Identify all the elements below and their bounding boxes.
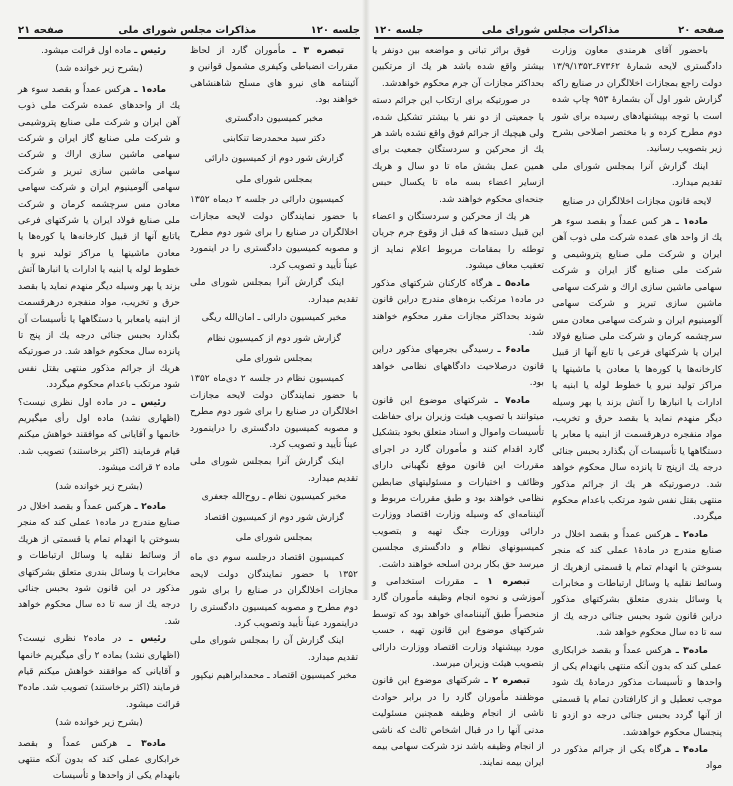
centered-heading [190,510,358,526]
paragraph-lead: تبصره ۲ ـ [484,675,531,687]
centered-heading [190,489,358,505]
paragraph-lead: رئیس ـ [134,45,166,56]
paragraph-lead: ماده۶ ـ [497,344,531,356]
paragraph-lead: ماده۱ ـ [134,83,167,95]
paragraph-text: (بشرح زیر خوانده شد) [55,480,143,492]
paragraph-text: هرکس عمداً و بقصد اخلال در صنایع مندرج در مادۀ۱ عملی کند که منجر بسوختن یا انهدام تمام یا قسمتی ازهریك از وسائط نقلیه یا وسائل ارتباطات و مخابرات یا وسائل بندری متعلق بشرکتهای مذکور دراین قانون شود بحبس جنائی درجه یك از سه تا ده سال محکوم خواهد شد. [552,528,722,639]
paragraph [552,43,722,158]
centered-heading [190,131,358,147]
page-number: صفحه ۲۰ [678,25,724,36]
paragraph [190,371,358,453]
paragraph-text: بمجلس شورای ملی [235,173,313,185]
publication-title: مذاکرات مجلس شورای ملی [118,25,257,36]
paragraph [552,643,722,741]
paragraph-lead: ماده۵ ـ [497,277,531,289]
right-page [366,0,733,772]
paragraph-text: مخبر کمیسیون دادگستری [225,112,323,124]
paragraph-text: در ماده۲ نظری نیست؟ (اظهاری نشد) بماده ۲ رأی میگیریم خانمها و آقایانی که موافقند خواهش میکنم قیام فرمایند (اکثر برخاستند) تصویب شد. ماده۳ قرائت میشود. [18,633,180,710]
paragraph-text: هرکس عمداً و بقصد اخلال در صنایع مندرج در ماده۱ عملی کند که منجر بسوختن یا انهدام تمام یا قسمتی از هریك از وسائط نقلیه یا وسائل ارتباطات و مخابرات یا وسائل بندری متعلق بشرکتهای مذکور در این قانون شود بحبس جنائی درجه یك از سه تا ده سال محکوم خواهد شد. [18,500,181,627]
paragraph-text: شرکتهای موضوع این قانون میتوانند با تصویب هیئت وزیران برای حفاظت تأسیسات واموال و اسناد متعلق بخود بتشکیل گارد اقدام کنند و مأموران گارد در اجرای مقررات این قانون موقع نگهبانی دارای وظائف و اختیارات و مسئولیتهای ضابطین نظامی خواهند بود و طبق مقررات مربوط و آئیننامه‌ای که وسیله وزارت اقتصاد ووزارت دارائی ووزارت جنگ تهیه و بتصویب کمیسیونهای نظام و دادگستری مجلسین میرسد حق بکار بردن اسلحه خواهند داشت. [372,394,544,570]
paragraph-text: گزارش شور دوم از کمیسیون دارائی [204,153,344,165]
paragraph-text: کمیسیون اقتصاد درجلسه سوم دی ماه ۱۳۵۲ با حضور نمایندگان دولت لایحه مجازات اخلالگران در صنایع را برای شور دوم مطرح و مصوبه کمیسیون دادگستری را دراینمورد عیناً تأیید وتصویب کرد. [190,552,358,629]
paragraph-text: مخبر کمیسیون اقتصاد ـ محمدابراهیم نیکپور [191,670,357,682]
paragraph-text: بمجلس شورای ملی [235,531,313,543]
paragraph-text: هرکس عمداً و بقصد خرابکاری عملی کند که بدون آنکه منتهی بانهدام یکی از واحدها و تأسیسات مذکور درمادۀ یك شود موجب تعطیل و از کارافتادن تمام یا قسمتی از آنها گردد بحبس جنائی درجه دو ازدو تا پنجسال محکوم خواهدشد. [552,644,722,738]
paragraph-lead: ماده۲ ـ [134,500,167,512]
paragraph-text: هرگاه یکی از جرائم مذکور در مواد [552,744,722,772]
paragraph [18,736,180,785]
paragraph-text: باحضور آقای هرمندی معاون وزارت دادگستری لایحه شمارۀ ۶۷۳۶۲ـ۱۳/۹/۱۳۵۲ دولت راجع بمجازات اخلالگران در صنایع راکه گزارش شور اول آن بشمارۀ ۹۵۳ چاپ شده است با توجه بپیشنهادهای رسیده برای شور دوم مطرح کرده و با مختصر اصلاحی بشرح زیر بتصویب رسانید. [552,45,722,155]
paragraph [18,82,180,394]
centered-heading [190,111,358,127]
paragraph [552,742,722,775]
paragraph-lead: ماده۱ ـ [675,216,708,228]
paragraph [552,159,722,192]
paragraph-text: هر کس عمداً و بقصد سوء هر یك از واحد های عمده شرکت ملی ذوب آهن ایران و شرکت ملی صنایع پتروشیمی و شرکت ملی صنایع گاز ایران و شرکت سهامی ماشین سازی اراك و شرکت سهامی ماشین سازی تبریز و شرکت سهامی آلومینیوم ایران و شرکت سهامی معادن مس سرچشمه کرمان و شرکت ملی صنایع فولاد ایران یا شرکتهای فرعی یا تابع آنها از قبیل کارخانه‌ها یا کوره‌ها یا معادن یا ماشینها یا مراکز تولید نیرو یا خطوط لوله یا ابنیه یا ادارات یا انبارها را آتش بزند یا بهر وسیله دیگر منهدم نماید یا بقصد حرق و تخریب، مواد منفجره درهرقسمت از ابنیه یا معابر یا دستگاهها یا تأسیسات آن بگذارد بحبس جنائی درجه یك ازپنج تا پانزده سال محکوم خواهد شد. درصورتیکه هر یك از جرائم مذکور منتهی بقتل نفس شود مرتکب باعدام محکوم میگردد. [552,216,722,523]
paragraph [372,673,544,771]
centered-heading [190,530,358,546]
paragraph-text: اینک گزارش آنرا بمجلس شورای ملی تقدیم میدارد. [190,277,358,305]
paragraph [190,550,358,632]
paragraph [18,631,180,713]
paragraph-text: اینک گزارش آنرا بمجلس شورای ملی تقدیم میدارد. [190,456,358,484]
centered-heading [552,194,722,210]
centered-heading [190,151,358,167]
page-header [374,18,724,39]
centered-heading [190,668,358,684]
paragraph-lead: رئیس ـ [132,396,167,408]
paragraph-text: (بشرح زیر خوانده شد) [55,63,143,75]
paragraph-text: ماده اول قرائت میشود. [40,45,132,56]
paragraph-text: گزارش شور دوم از کمیسیون اقتصاد [204,511,344,523]
paragraph-text: هر یك از محرکین و سردستگان و اعضاء این قبیل دسته‌ها که قبل از وقوع جرم جریان توطئه را بمقامات مربوط اعلام نماید از تعقیب معاف میشود. [372,211,544,272]
paragraph-lead: ماده۴ ـ [675,744,709,756]
paragraph [372,43,544,92]
paragraph [552,527,722,642]
paragraph [372,93,544,208]
paragraph-text: اینک گزارش آن را بمجلس شورای ملی تقدیم میدارد. [190,635,358,663]
centered-heading [190,172,358,188]
text-column-right [552,43,722,776]
paragraph [372,574,544,672]
paragraph [190,43,358,109]
paragraph-text: (بشرح زیر خوانده شد) [55,717,143,729]
paragraph [18,499,180,630]
paragraph-text: کمیسیون دارائی در جلسه ۲ دیماه ۱۳۵۲ با حضور نمایندگان دولت لایحه مجازات اخلالگران در صنایع را برای شور دوم مطرح و مصوبه کمیسیون دادگستری را در اینمورد عیناً تأیید و تصویب کرد. [190,194,358,271]
paragraph-text: مخبر کمیسیون نظام ـ روح‌الله جعفری [201,491,347,503]
session-number: جلسه ۱۲۰ [374,25,424,36]
text-column-right [190,43,358,689]
paragraph [190,192,358,274]
paragraph [552,214,722,526]
paragraph-lead: ماده۳ ـ [127,737,166,749]
text-column-left [18,43,180,786]
paragraph-lead: ماده۳ ـ [675,644,708,656]
paragraph-text: لایحه قانون مجازات اخلالگران در صنایع [562,195,712,207]
paragraph-text: هرگاه کارکنان شرکتهای مذکور در ماده۱ مرتکب بزه‌های مندرج دراین قانون شوند بحداکثر مجازات مقرر محکوم خواهند شد. [372,277,544,338]
page-header [18,18,360,39]
paragraph-text: در صورتیکه برای ارتکاب این جرائم دسته یا جمعیتی از دو نفر یا بیشتر تشکیل شده، ولی هیچیك از جرائم فوق واقع نشده باشد هر یك از محرکین و سردستگان جمعیت برای همین عمل بشش ماه تا دو سال و هریك ازسایر اعضاء بسه ماه تا یکسال حبس جنحه‌ای محکوم خواهند شد. [371,95,544,205]
paragraph-text: بمجلس شورای ملی [235,352,313,364]
paragraph-text: مخبر کمیسیون دارائی ـ امان‌الله ریگی [201,312,347,324]
page-number: صفحه ۲۱ [18,25,64,36]
paragraph [190,275,358,308]
paragraph-text: هرکس عمداً و بقصد خرابکاری عملی کند که بدون آنکه منتهی بانهدام یکی از واحدها و تأسیسات [18,737,180,782]
paragraph-text: شرکتهای موضوع این قانون موظفند مأموران گارد را در برابر حوادث ناشی از انجام وظیفه همچنین مسئولیت مدنی آنها را در قبال اشخاص ثالث که ناشی از انجام وظیفه باشد نزد شرکت سهامی بیمه ایران بیمه نمایند. [372,675,544,769]
paragraph-lead: رئیس ـ [129,633,166,645]
paragraph-text: هرکس عمداً و بقصد سوء هر یك از واحدهای عمده شرکت ملی ذوب آهن ایران و شرکت ملی صنایع پتروشیمی و شرکت ملی صنایع گاز ایران و شرکت سهامی ماشین سازی اراك و شرکت سهامی ماشین سازی تبریز و شرکت سهامی آلومینیوم ایران و شرکت سهامی معادن مس سرچشمه کرمان و شرکت ملی صنایع فولاد ایران یا شرکتهای فرعی یاتابع آنها از قبیل کارخانه‌ها یا کوره‌ها یا معادن ماشینها یا مراکز تولید نیرو یا خطوط لوله یا ابنیه یا ادارات یا انبارها آتش بزند یا بهر وسیله دیگر منهدم نماید یا بقصد حرق و تخریب، مواد منفجره درهرقسمت از ابنیه یامعابر یا دستگاهها یا تأسیسات آن بگذارد بحبس جنائی درجه یك از پنج تا پانزده سال محکوم خواهد شد. در صورتیکه هریك از جرائم مذکور منتهی بقتل نفس شود مرتکب باعدام محکوم میگردد. [18,83,180,391]
paragraph [372,276,544,342]
centered-heading [190,310,358,326]
paragraph-text: مأموران گارد از لحاظ مقررات انضباطی وکیفری مشمول قوانین و آئیننامه های نیرو های مسلح شاهنشاهی خواهند بود. [190,45,358,106]
paragraph-text: گزارش شور دوم از کمیسیون نظام [207,332,341,344]
paragraph-text: رسیدگی بجرمهای مذکور دراین قانون درصلاحیت دادگاههای نظامی خواهد بود. [372,344,544,389]
paragraph-lead: ماده۲ ـ [675,528,709,540]
paragraph [372,342,544,391]
centered-heading [18,479,180,495]
centered-heading [18,715,180,731]
left-page [0,0,366,782]
text-column-left [372,43,544,773]
paragraph-lead: تبصره ۳ ـ [292,45,345,56]
paragraph [190,454,358,487]
centered-heading [18,61,180,77]
paragraph-text: فوق براثر تبانی و مواضعه بین دونفر یا بیشتر واقع شده باشد هر یك از مرتکبین بحداکثر مجازات آن جرم محکوم خواهدشد. [372,45,544,89]
paragraph [190,633,358,666]
paragraph-lead: تبصره ۱ ـ [474,576,530,587]
paragraph-text: کمیسیون نظام در جلسه ۲ دی‌ماه ۱۳۵۲ با حضور نمایندگان دولت لایحه مجازات اخلالگران در صنایع را برای شور دوم مطرح و مصوبه کمیسیون دادگستری را دراینمورد عیناً تأیید و تصویب کرد. [190,373,358,450]
paragraph-lead: ماده۷ ـ [494,394,531,406]
publication-title: مذاکرات مجلس شورای ملی [481,25,620,36]
session-number: جلسه ۱۲۰ [310,25,360,36]
paragraph-text: در ماده اول نظری نیست؟ (اظهاری نشد) ماده اول رأی میگیریم خانمها و آقایانی که موافقند خواهش میکنم قیام فرمایند (اکثر برخاستند) تصویب شد. ماده ۲ قرائت میشود. [18,396,180,474]
paragraph [372,209,544,275]
paragraph [372,393,544,573]
paragraph [18,395,180,477]
paragraph [18,43,180,59]
centered-heading [190,351,358,367]
paragraph-text: مقررات استخدامی و آموزشی و نحوه انجام وظیفه مأموران گارد منحصراً طبق آئیننامه‌ای خواهد بود که توسط شرکتهای موضوع این قانون تهیه ، حسب مورد بپیشنهاد وزارت اقتصاد ووزارت دارائی بتصویب هیئت وزیران میرسد. [372,576,544,670]
paragraph-text: اینك گزارش آنرا بمجلس شورای ملی تقدیم میدارد. [552,160,722,189]
centered-heading [190,331,358,347]
paragraph-text: دکتر سید محمدرضا تنکابنی [222,133,326,145]
